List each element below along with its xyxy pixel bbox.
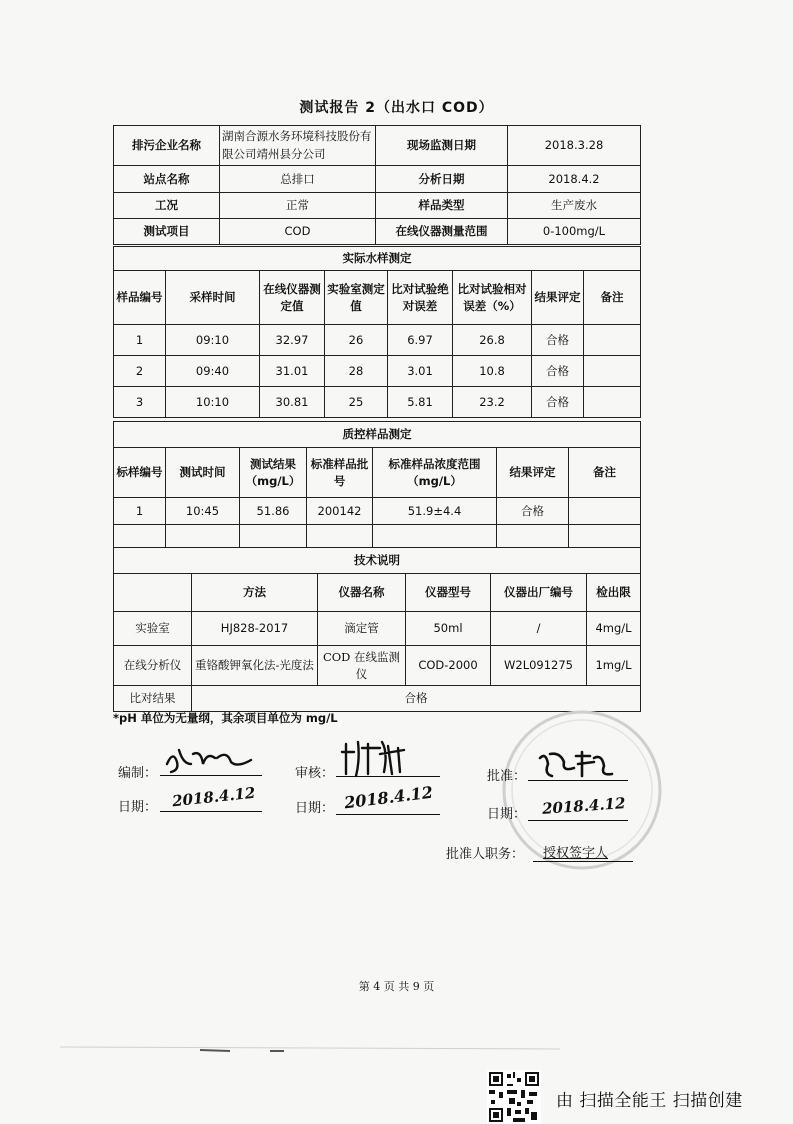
approver-title-value: 授权签字人 [543, 846, 609, 861]
tech-col-header: 方法 [192, 574, 318, 612]
table-cell: 10:45 [166, 498, 240, 525]
empty-cell [497, 525, 569, 548]
qr-code-icon [487, 1070, 541, 1124]
empty-cell [114, 525, 166, 548]
qc-col-header: 标准样品浓度范围（mg/L） [373, 448, 497, 498]
enterprise-label: 排污企业名称 [114, 126, 220, 166]
table-cell: 26.8 [453, 325, 532, 356]
table-row [114, 498, 641, 525]
monitor-date-value: 2018.3.28 [508, 126, 641, 166]
table-cell: 在线分析仪 [114, 646, 192, 686]
table-cell: 50ml [406, 612, 491, 646]
compare-value: 合格 [192, 686, 641, 712]
table-cell: / [491, 612, 587, 646]
sample-type-label: 样品类型 [376, 193, 508, 219]
compile-label: 编制： [118, 766, 158, 781]
table-row [114, 525, 641, 548]
approver-title-row [446, 843, 524, 862]
scan-artifact [60, 1043, 560, 1053]
actual-section-title: 实际水样测定 [114, 247, 641, 271]
header-table [113, 125, 641, 245]
qc-col-header: 标准样品批号 [307, 448, 373, 498]
empty-cell [240, 525, 307, 548]
tech-table [113, 547, 641, 712]
table-cell: 51.86 [240, 498, 307, 525]
camscanner-watermark: 由 扫描全能王 扫描创建 [556, 1091, 743, 1111]
qc-sample-table [113, 421, 641, 548]
review-date-line [336, 814, 440, 815]
approve-signature [536, 748, 616, 782]
unit-note: *pH 单位为无量纲，其余项目单位为 mg/L [113, 711, 338, 725]
page-number: 第 4 页 共 9 页 [358, 980, 435, 993]
compile-row [118, 762, 157, 781]
table-cell: COD-2000 [406, 646, 491, 686]
approve-date-row [487, 803, 526, 822]
qc-col-header: 标样编号 [114, 448, 166, 498]
table-cell: 1 [114, 498, 166, 525]
sample-type-value: 生产废水 [508, 193, 641, 219]
table-cell: 09:10 [166, 325, 260, 356]
tech-col-header [114, 574, 192, 612]
actual-col-header: 比对试验绝对误差 [388, 271, 453, 325]
review-row [295, 762, 334, 781]
table-cell: HJ828-2017 [192, 612, 318, 646]
approve-date-handwritten: 2018.4.12 [541, 794, 627, 818]
empty-cell [307, 525, 373, 548]
table-cell: 合格 [497, 498, 569, 525]
table-cell: 10:10 [166, 387, 260, 418]
range-label: 在线仪器测量范围 [376, 219, 508, 245]
table-row [114, 646, 641, 686]
condition-label: 工况 [114, 193, 220, 219]
table-row [114, 387, 641, 418]
qc-section-title: 质控样品测定 [114, 422, 641, 448]
review-date-handwritten: 2018.4.12 [343, 782, 434, 813]
compile-date-label: 日期： [118, 800, 158, 815]
table-row [114, 612, 641, 646]
compare-label: 比对结果 [114, 686, 192, 712]
table-cell: 32.97 [260, 325, 325, 356]
table-cell: 23.2 [453, 387, 532, 418]
actual-col-header: 实验室测定值 [325, 271, 388, 325]
table-cell: 3 [114, 387, 166, 418]
actual-col-header: 样品编号 [114, 271, 166, 325]
empty-cell [569, 525, 641, 548]
approve-date-label: 日期： [487, 807, 527, 822]
compile-signature [163, 742, 263, 776]
actual-sample-table [113, 246, 641, 418]
review-date-label: 日期： [295, 801, 335, 816]
station-value: 总排口 [220, 166, 376, 193]
qc-col-header: 测试时间 [166, 448, 240, 498]
analysis-date-value: 2018.4.2 [508, 166, 641, 193]
test-item-label: 测试项目 [114, 219, 220, 245]
table-cell: 30.81 [260, 387, 325, 418]
tech-col-header: 仪器型号 [406, 574, 491, 612]
review-label: 审核： [295, 766, 335, 781]
table-cell: 4mg/L [587, 612, 641, 646]
range-value: 0-100mg/L [508, 219, 641, 245]
tech-col-header: 仪器出厂编号 [491, 574, 587, 612]
approver-title-line [533, 861, 633, 862]
actual-col-header: 在线仪器测定值 [260, 271, 325, 325]
table-cell: 合格 [532, 325, 584, 356]
table-cell: COD 在线监测仪 [318, 646, 406, 686]
approve-row [487, 765, 526, 784]
table-cell: 合格 [532, 387, 584, 418]
qc-col-header: 结果评定 [497, 448, 569, 498]
table-cell: 200142 [307, 498, 373, 525]
table-cell: 09:40 [166, 356, 260, 387]
approver-title-label: 批准人职务： [446, 847, 525, 862]
table-cell [584, 387, 641, 418]
tech-col-header: 检出限 [587, 574, 641, 612]
empty-cell [166, 525, 240, 548]
table-cell: 滴定管 [318, 612, 406, 646]
table-cell: 合格 [532, 356, 584, 387]
compile-date-line [160, 811, 262, 812]
table-cell: 2 [114, 356, 166, 387]
table-cell: 6.97 [388, 325, 453, 356]
actual-col-header: 备注 [584, 271, 641, 325]
actual-col-header: 结果评定 [532, 271, 584, 325]
table-cell: 10.8 [453, 356, 532, 387]
table-cell: 重铬酸钾氧化法-光度法 [192, 646, 318, 686]
report-title: 测试报告 2（出水口 COD） [299, 100, 494, 116]
enterprise-value: 湖南合源水务环境科技股份有限公司靖州县分公司 [220, 126, 376, 166]
approve-date-line [528, 820, 628, 821]
review-date-row [295, 797, 334, 816]
table-row [114, 356, 641, 387]
table-cell: 3.01 [388, 356, 453, 387]
table-cell: 5.81 [388, 387, 453, 418]
monitor-date-label: 现场监测日期 [376, 126, 508, 166]
table-cell: 1mg/L [587, 646, 641, 686]
approve-label: 批准： [487, 769, 527, 784]
qc-col-header: 测试结果（mg/L） [240, 448, 307, 498]
table-cell [584, 356, 641, 387]
table-cell: 25 [325, 387, 388, 418]
tech-section-title: 技术说明 [114, 548, 641, 574]
compile-date-row [118, 796, 157, 815]
actual-col-header: 采样时间 [166, 271, 260, 325]
actual-col-header: 比对试验相对误差（%） [453, 271, 532, 325]
table-cell: 26 [325, 325, 388, 356]
review-signature [340, 738, 410, 778]
table-cell: W2L091275 [491, 646, 587, 686]
compile-date-handwritten: 2018.4.12 [171, 783, 257, 811]
station-label: 站点名称 [114, 166, 220, 193]
table-cell: 1 [114, 325, 166, 356]
table-row [114, 325, 641, 356]
table-cell: 51.9±4.4 [373, 498, 497, 525]
table-cell: 31.01 [260, 356, 325, 387]
test-item-value: COD [220, 219, 376, 245]
table-cell: 实验室 [114, 612, 192, 646]
analysis-date-label: 分析日期 [376, 166, 508, 193]
condition-value: 正常 [220, 193, 376, 219]
table-cell [584, 325, 641, 356]
qc-col-header: 备注 [569, 448, 641, 498]
tech-col-header: 仪器名称 [318, 574, 406, 612]
table-cell [569, 498, 641, 525]
table-cell: 28 [325, 356, 388, 387]
empty-cell [373, 525, 497, 548]
